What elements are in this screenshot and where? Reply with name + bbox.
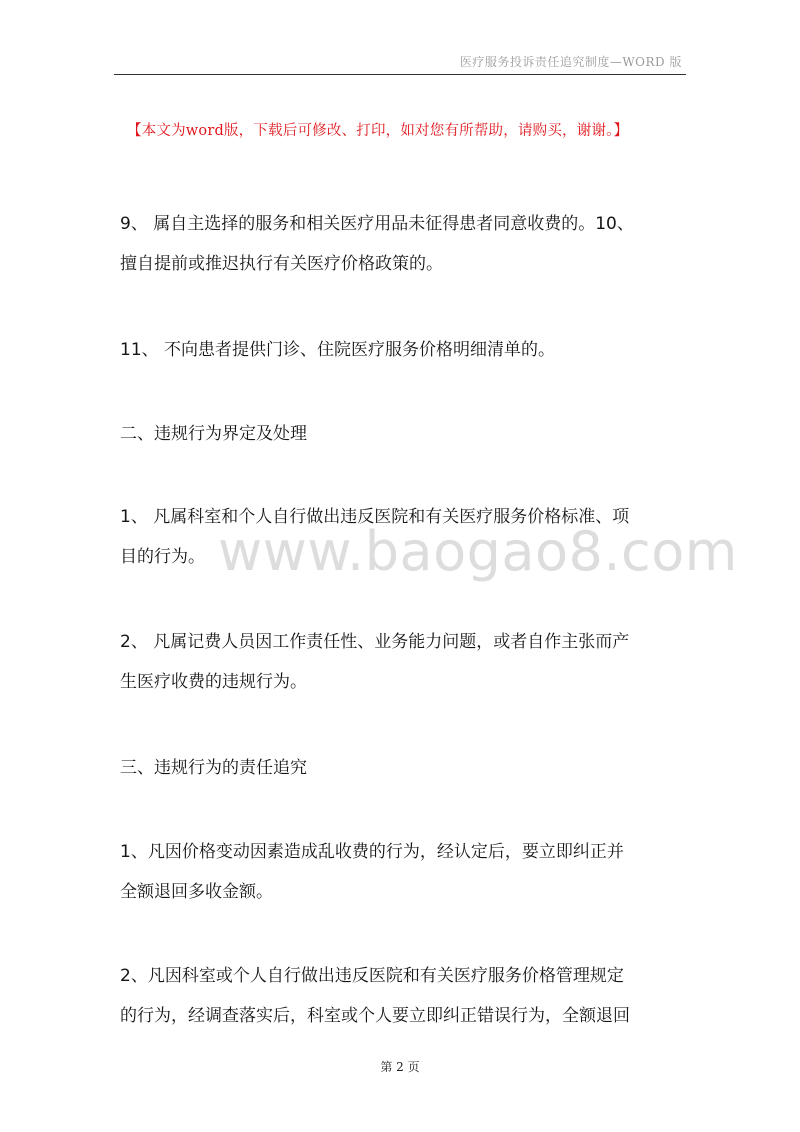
paragraph-item-9-10	[120, 204, 695, 284]
download-notice: 【本文为word版，下载后可修改、打印，如对您有所帮助，请购买，谢谢。】	[127, 123, 629, 139]
paragraph-line: 2、 凡属记费人员因工作责任性、业务能力问题，或者自作主张而产	[120, 632, 630, 652]
paragraph-line: 11、 不向患者提供门诊、住院医疗服务价格明细清单的。	[120, 340, 556, 360]
paragraph-line: 全额退回多收金额。	[120, 882, 273, 902]
page-number: 第 2 页	[380, 1060, 420, 1074]
header-title: 医疗服务投诉责任追究制度—WORD 版	[459, 55, 682, 69]
paragraph-section2-item-2	[120, 622, 695, 702]
section-heading-2	[120, 414, 695, 454]
paragraph-line: 1、凡因价格变动因素造成乱收费的行为，经认定后，要立即纠正并	[120, 842, 624, 862]
paragraph-line: 2、凡因科室或个人自行做出违反医院和有关医疗服务价格管理规定	[120, 966, 624, 986]
section-heading-text: 三、违规行为的责任追究	[120, 758, 307, 778]
paragraph-section3-item-2	[120, 956, 695, 1036]
paragraph-line: 生医疗收费的违规行为。	[120, 672, 307, 692]
header-divider	[114, 74, 686, 75]
paragraph-item-11	[120, 330, 695, 370]
section-heading-3	[120, 748, 695, 788]
paragraph-line: 擅自提前或推迟执行有关医疗价格政策的。	[120, 254, 443, 274]
paragraph-line: 目的行为。	[120, 547, 205, 567]
paragraph-line: 9、 属自主选择的服务和相关医疗用品未征得患者同意收费的。10、	[120, 214, 634, 234]
paragraph-line: 的行为，经调查落实后，科室或个人要立即纠正错误行为，全额退回	[120, 1006, 630, 1026]
paragraph-line: 1、 凡属科室和个人自行做出违反医院和有关医疗服务价格标准、项	[120, 507, 630, 527]
paragraph-section3-item-1	[120, 832, 695, 912]
watermark: www.baogao8.com	[218, 520, 738, 583]
section-heading-text: 二、违规行为界定及处理	[120, 424, 307, 444]
